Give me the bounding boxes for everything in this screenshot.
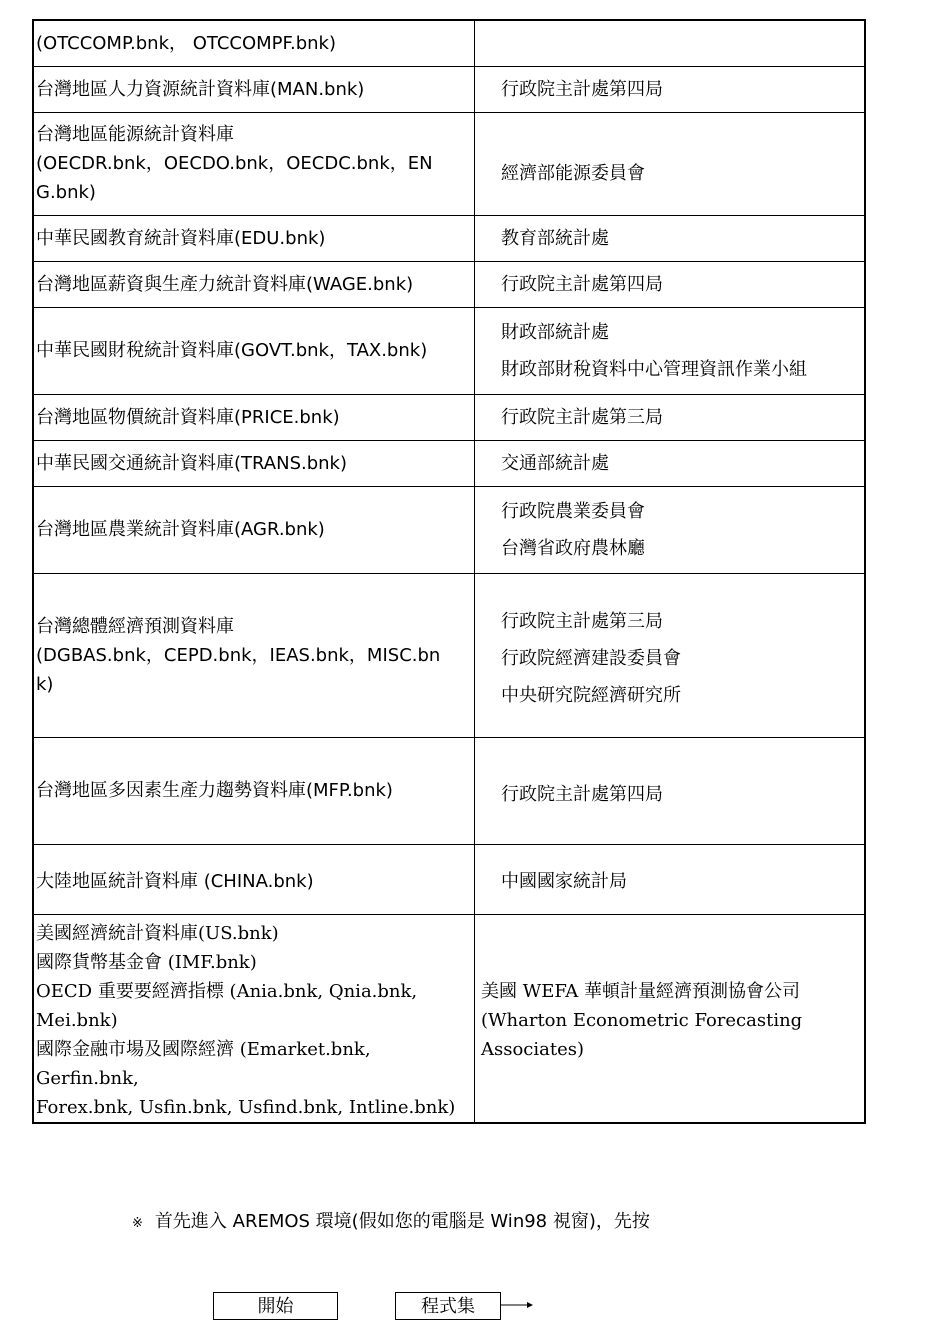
database-name: 中華民國財稅統計資料庫(GOVT.bnk，TAX.bnk) [33,307,475,394]
database-name: 台灣地區農業統計資料庫(AGR.bnk) [33,486,475,573]
programs-button[interactable]: 程式集 [395,1292,501,1320]
organization-name: 行政院經濟建設委員會 [501,648,681,669]
organization-cell [475,307,866,394]
database-name-line: OECD 重要要經濟指標 (Ania.bnk, Qnia.bnk, Mei.bnk) [36,980,418,1031]
organization-name: 中央研究院經濟研究所 [501,685,681,706]
organization-name: 行政院主計處第四局 [475,261,866,307]
organization-name: 行政院主計處第四局 [501,783,663,805]
table-row [33,261,865,307]
organization-cell [475,844,866,914]
organization-name: 中國國家統計局 [501,870,627,892]
database-table [32,19,866,1124]
organization-cell [475,573,866,737]
database-name-line: k) [36,673,54,695]
organization-cell [475,914,866,1123]
database-name: 中華民國交通統計資料庫(TRANS.bnk) [33,440,475,486]
reference-mark-icon: ※ [132,1216,143,1231]
organization-name: (Wharton Econometric Forecasting Associates) [481,1009,803,1060]
table-row [33,844,865,914]
instruction-text: 首先進入 AREMOS 環境(假如您的電腦是 Win98 視窗)，先按 [154,1211,650,1232]
organization-name: 行政院主計處第四局 [475,66,866,112]
table-row [33,112,865,215]
table-row [33,486,865,573]
database-name-line: 台灣地區能源統計資料庫 [36,124,234,145]
table-row [33,440,865,486]
database-name: 台灣地區人力資源統計資料庫(MAN.bnk) [33,66,475,112]
table-row [33,307,865,394]
table-row [33,215,865,261]
database-name: (OTCCOMP.bnk， OTCCOMPF.bnk) [33,20,475,66]
table-row [33,737,865,844]
organization-name: 教育部統計處 [475,215,866,261]
organization-name: 美國 WEFA 華頓計量經濟預測協會公司 [481,980,801,1002]
organization-name: 交通部統計處 [475,440,866,486]
database-name [33,573,475,737]
table-row [33,394,865,440]
table-row [33,66,865,112]
organization-name: 財政部財稅資料中心管理資訊作業小組 [501,358,807,380]
organization-name: 財政部統計處 [501,321,609,343]
database-name [33,112,475,215]
table-row [33,914,865,1123]
database-name-line: 國際金融市場及國際經濟 (Emarket.bnk, Gerfin.bnk, [36,1038,371,1089]
organization-name: 行政院主計處第三局 [475,394,866,440]
database-name-line: 大陸地區統計資料庫 (CHINA.bnk) [36,870,314,892]
database-name-line: Forex.bnk, Usfin.bnk, Usfind.bnk, Intline.bnk) [36,1096,456,1118]
start-button[interactable]: 開始 [213,1292,338,1320]
database-name-line: 國際貨幣基金會 (IMF.bnk) [36,951,257,973]
database-name [33,914,475,1123]
database-name-line: 台灣總體經濟預測資料庫 [36,615,234,637]
organization-cell [475,20,866,66]
organization-name: 台灣省政府農林廳 [501,537,645,559]
database-name: 台灣地區多因素生產力趨勢資料庫(MFP.bnk) [33,737,475,844]
database-name: 中華民國教育統計資料庫(EDU.bnk) [33,215,475,261]
table-row [33,20,865,66]
database-name-line: (DGBAS.bnk，CEPD.bnk，IEAS.bnk，MISC.bn [36,644,441,666]
table-row [33,573,865,737]
database-name: 台灣地區薪資與生產力統計資料庫(WAGE.bnk) [33,261,475,307]
organization-cell [475,486,866,573]
organization-name: 行政院農業委員會 [501,500,645,522]
database-name-line: G.bnk) [36,182,96,203]
database-name-line: 美國經濟統計資料庫(US.bnk) [36,922,279,944]
organization-cell [475,112,866,215]
database-name [33,844,475,914]
database-name-line: (OECDR.bnk，OECDO.bnk，OECDC.bnk，EN [36,153,433,174]
arrow-right-icon [501,1298,533,1312]
organization-name: 經濟部能源委員會 [501,162,645,184]
organization-cell [475,737,866,844]
organization-name: 行政院主計處第三局 [501,611,663,632]
database-name: 台灣地區物價統計資料庫(PRICE.bnk) [33,394,475,440]
instruction-note [132,1208,650,1238]
